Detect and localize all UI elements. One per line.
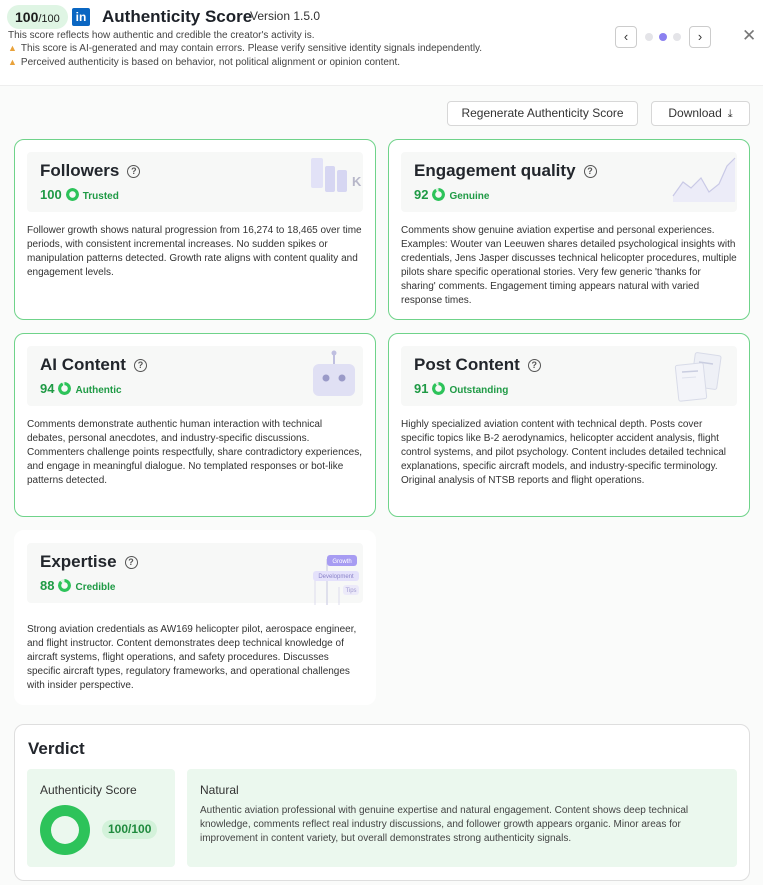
score-ring-icon [432, 382, 445, 395]
verdict-section [14, 724, 750, 881]
next-page-button[interactable]: › [689, 26, 711, 48]
verdict-score-panel [27, 769, 175, 867]
score-badge: 100/100 [7, 5, 68, 29]
card-title: Engagement quality ? [414, 161, 597, 181]
card-header [27, 346, 363, 406]
verdict-text: Authentic aviation professional with genuine expertise and natural engagement. Content shows deep technical knowledge, comments reflect real industry discussions, and follower growth appears organic. Minor areas for improvement in content variety, but overall demonstrates strong authenticity signals. [200, 805, 689, 844]
score-donut-chart [40, 805, 90, 855]
warning-icon: ▲ [8, 57, 17, 67]
ai-disclaimer: ▲ This score is AI-generated and may contain errors. Please verify sensitive identity signals independently. [8, 43, 483, 54]
download-icon: ⤓ [727, 108, 733, 120]
followers-card [14, 139, 376, 320]
card-title: Expertise ? [40, 552, 138, 572]
regenerate-score-button[interactable]: Regenerate Authenticity Score [447, 101, 638, 126]
card-title: Post Content ? [414, 355, 541, 375]
warning-icon: ▲ [8, 43, 17, 53]
score-ring-icon [66, 188, 79, 201]
card-score: 88 Credible [40, 578, 116, 593]
page-dot-3[interactable] [673, 33, 681, 41]
help-icon[interactable]: ? [125, 556, 138, 569]
help-icon[interactable]: ? [134, 359, 147, 372]
card-header [27, 152, 363, 212]
card-description: Strong aviation credentials as AW169 helicopter pilot, aerospace engineer, and flight instructor. Content demonstrates deep technical knowledge of aircraft systems, flight operations, and safety procedures. Discusses specific aircraft types, regulatory frameworks, and operational challenges with insider perspective. [27, 624, 357, 691]
verdict-summary-panel [187, 769, 737, 867]
page-dot-1[interactable] [645, 33, 653, 41]
help-icon[interactable]: ? [528, 359, 541, 372]
followers-bars-illustration [297, 156, 367, 206]
score-ring-icon [432, 188, 445, 201]
card-description: Follower growth shows natural progression from 16,274 to 18,465 over time periods, with consistent incremental increases. No sudden spikes or manipulation patterns detected. Growth rate aligns with content quality and engagement levels. [27, 225, 362, 278]
documents-illustration [673, 350, 735, 404]
expertise-card [14, 530, 376, 705]
followers-k-text: K [352, 174, 362, 189]
version-label: Version 1.5.0 [250, 9, 321, 23]
verdict-score-title: Authenticity Score [40, 783, 137, 797]
score-ring-icon [58, 579, 71, 592]
card-description: Highly specialized aviation content with technical depth. Posts cover specific topics like B-2 aerodynamics, helicopter accident analysis, flight control systems, and pilot psychology. Content includes detailed technical explanations, specific aircraft models, and industry-specific terminology. Original analysis of NTSB reports and flight operations. [401, 419, 726, 486]
post-content-card [388, 333, 750, 517]
help-icon[interactable]: ? [584, 165, 597, 178]
engagement-card [388, 139, 750, 320]
linkedin-logo-icon: in [72, 8, 90, 26]
score-ring-icon [58, 382, 71, 395]
card-title: Followers ? [40, 161, 140, 181]
close-icon[interactable]: ✕ [742, 26, 757, 45]
verdict-title: Verdict [28, 739, 85, 758]
app-title: Authenticity Score [102, 7, 253, 26]
card-header [401, 346, 737, 406]
score-description: This score reflects how authentic and credible the creator's activity is. [8, 30, 315, 41]
download-label: Download [668, 106, 722, 120]
header-bar [0, 0, 763, 86]
verdict-score-badge: 100/100 [102, 820, 157, 839]
card-score: 100 Trusted [40, 187, 119, 202]
engagement-chart-illustration [669, 156, 737, 208]
development-tag: Development [318, 574, 354, 580]
card-header [27, 543, 363, 603]
card-score: 94 Authentic [40, 381, 122, 396]
ai-content-card [14, 333, 376, 517]
card-header [401, 152, 737, 212]
card-score: 92 Genuine [414, 187, 490, 202]
prev-page-button[interactable]: ‹ [615, 26, 637, 48]
help-icon[interactable]: ? [127, 165, 140, 178]
card-score: 91 Outstanding [414, 381, 509, 396]
robot-illustration [307, 350, 359, 402]
card-title: AI Content ? [40, 355, 147, 375]
card-description: Comments show genuine aviation expertise and personal experiences. Examples: Wouter van Leeuwen shares detailed psychological insights with credentials, Jens Jasper discusses technical helicopter procedures, multiple pilots share specific operational stories. Very few generic 'thanks for sharing' comments. Engagement timing appears natural with varied response times. [401, 225, 737, 306]
skill-tree-illustration [297, 543, 359, 607]
page-dot-2-active[interactable] [659, 33, 667, 41]
card-description: Comments demonstrate authentic human interaction with technical debates, personal anecdotes, and industry-specific discussions. Commenters challenge points respectfully, share contradictory experiences, and engage in meaningful dialogue. No templated responses or bot-like patterns detected. [27, 419, 362, 486]
growth-tag: Growth [332, 559, 352, 565]
tips-tag: Tips [345, 588, 357, 594]
verdict-category: Natural [200, 783, 239, 797]
download-button[interactable] [651, 101, 750, 126]
bias-disclaimer: ▲ Perceived authenticity is based on behavior, not political alignment or opinion content. [8, 57, 401, 68]
